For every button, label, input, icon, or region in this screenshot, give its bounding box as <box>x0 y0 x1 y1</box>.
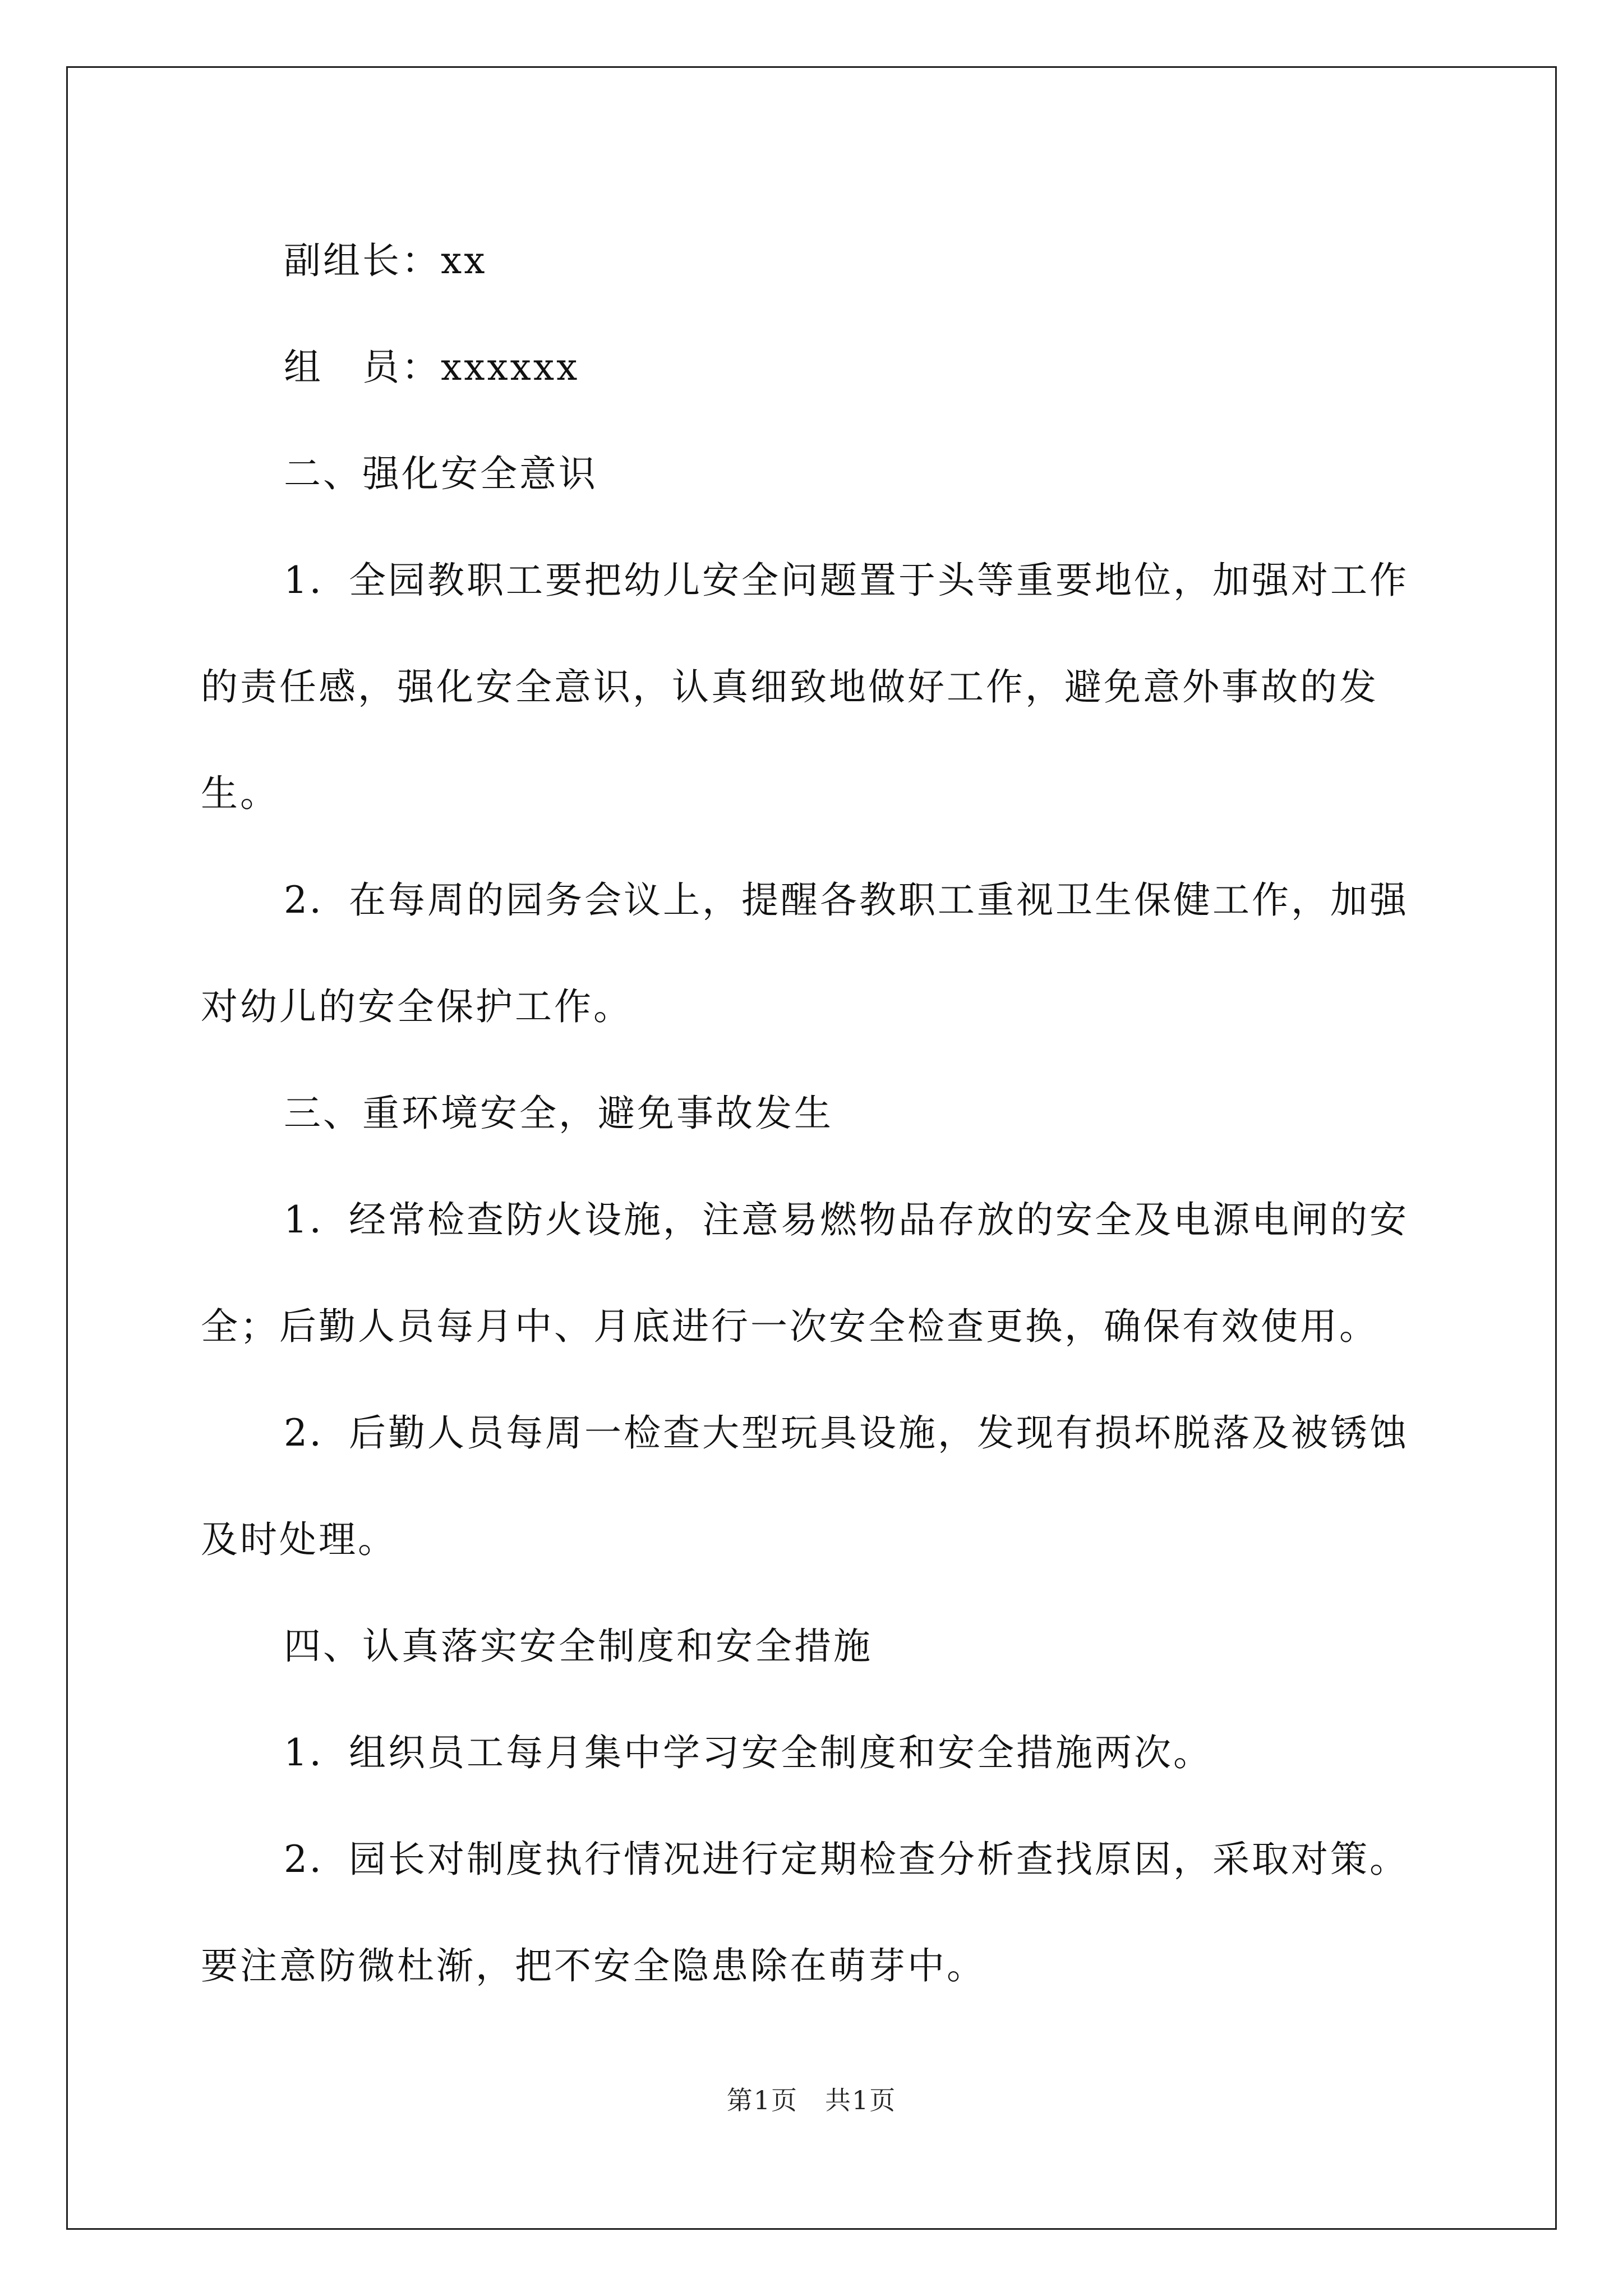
paragraph-3-2 <box>201 1380 1457 1593</box>
text-line: 2．园长对制度执行情况进行定期检查分析查找原因，采取对策。 <box>284 1838 1409 1881</box>
text-line: 副组长：xx <box>284 239 487 282</box>
text-line: 及时处理。 <box>201 1518 397 1561</box>
text-line: 2．在每周的园务会议上，提醒各教职工重视卫生保健工作，加强 <box>284 878 1409 922</box>
heading-text: 二、强化安全意识 <box>284 452 598 495</box>
paragraph-2-1 <box>201 527 1457 847</box>
section-heading-2 <box>201 421 1457 527</box>
text-line: 1．组织员工每月集中学习安全制度和安全措施两次。 <box>284 1731 1212 1774</box>
paragraph-3-1 <box>201 1167 1457 1380</box>
text-line: 要注意防微杜渐，把不安全隐患除在萌芽中。 <box>201 1944 986 1987</box>
text-line: 生。 <box>201 772 279 815</box>
text-line: 1．全园教职工要把幼儿安全问题置于头等重要地位，加强对工作 <box>284 559 1409 602</box>
text-line: 2．后勤人员每周一检查大型玩具设施，发现有损坏脱落及被锈蚀 <box>284 1411 1409 1455</box>
paragraph-vice-leader <box>201 208 1457 314</box>
text-line: 对幼儿的安全保护工作。 <box>201 985 633 1028</box>
paragraph-members <box>201 314 1457 421</box>
page-number-footer: 第1页 共1页 <box>726 2085 897 2115</box>
text-line: 全；后勤人员每月中、月底进行一次安全检查更换，确保有效使用。 <box>201 1305 1378 1348</box>
section-heading-3 <box>201 1060 1457 1167</box>
paragraph-4-2 <box>201 1806 1457 2019</box>
heading-text: 三、重环境安全，避免事故发生 <box>284 1092 833 1135</box>
paragraph-2-2 <box>201 847 1457 1060</box>
text-line: 的责任感，强化安全意识，认真细致地做好工作，避免意外事故的发 <box>201 665 1378 708</box>
paragraph-4-1 <box>201 1700 1457 1806</box>
section-heading-4 <box>201 1593 1457 1700</box>
text-line: 组 员：xxxxxx <box>284 346 580 389</box>
heading-text: 四、认真落实安全制度和安全措施 <box>284 1625 873 1668</box>
document-body <box>201 208 1457 2019</box>
text-line: 1．经常检查防火设施，注意易燃物品存放的安全及电源电闸的安 <box>284 1198 1409 1241</box>
